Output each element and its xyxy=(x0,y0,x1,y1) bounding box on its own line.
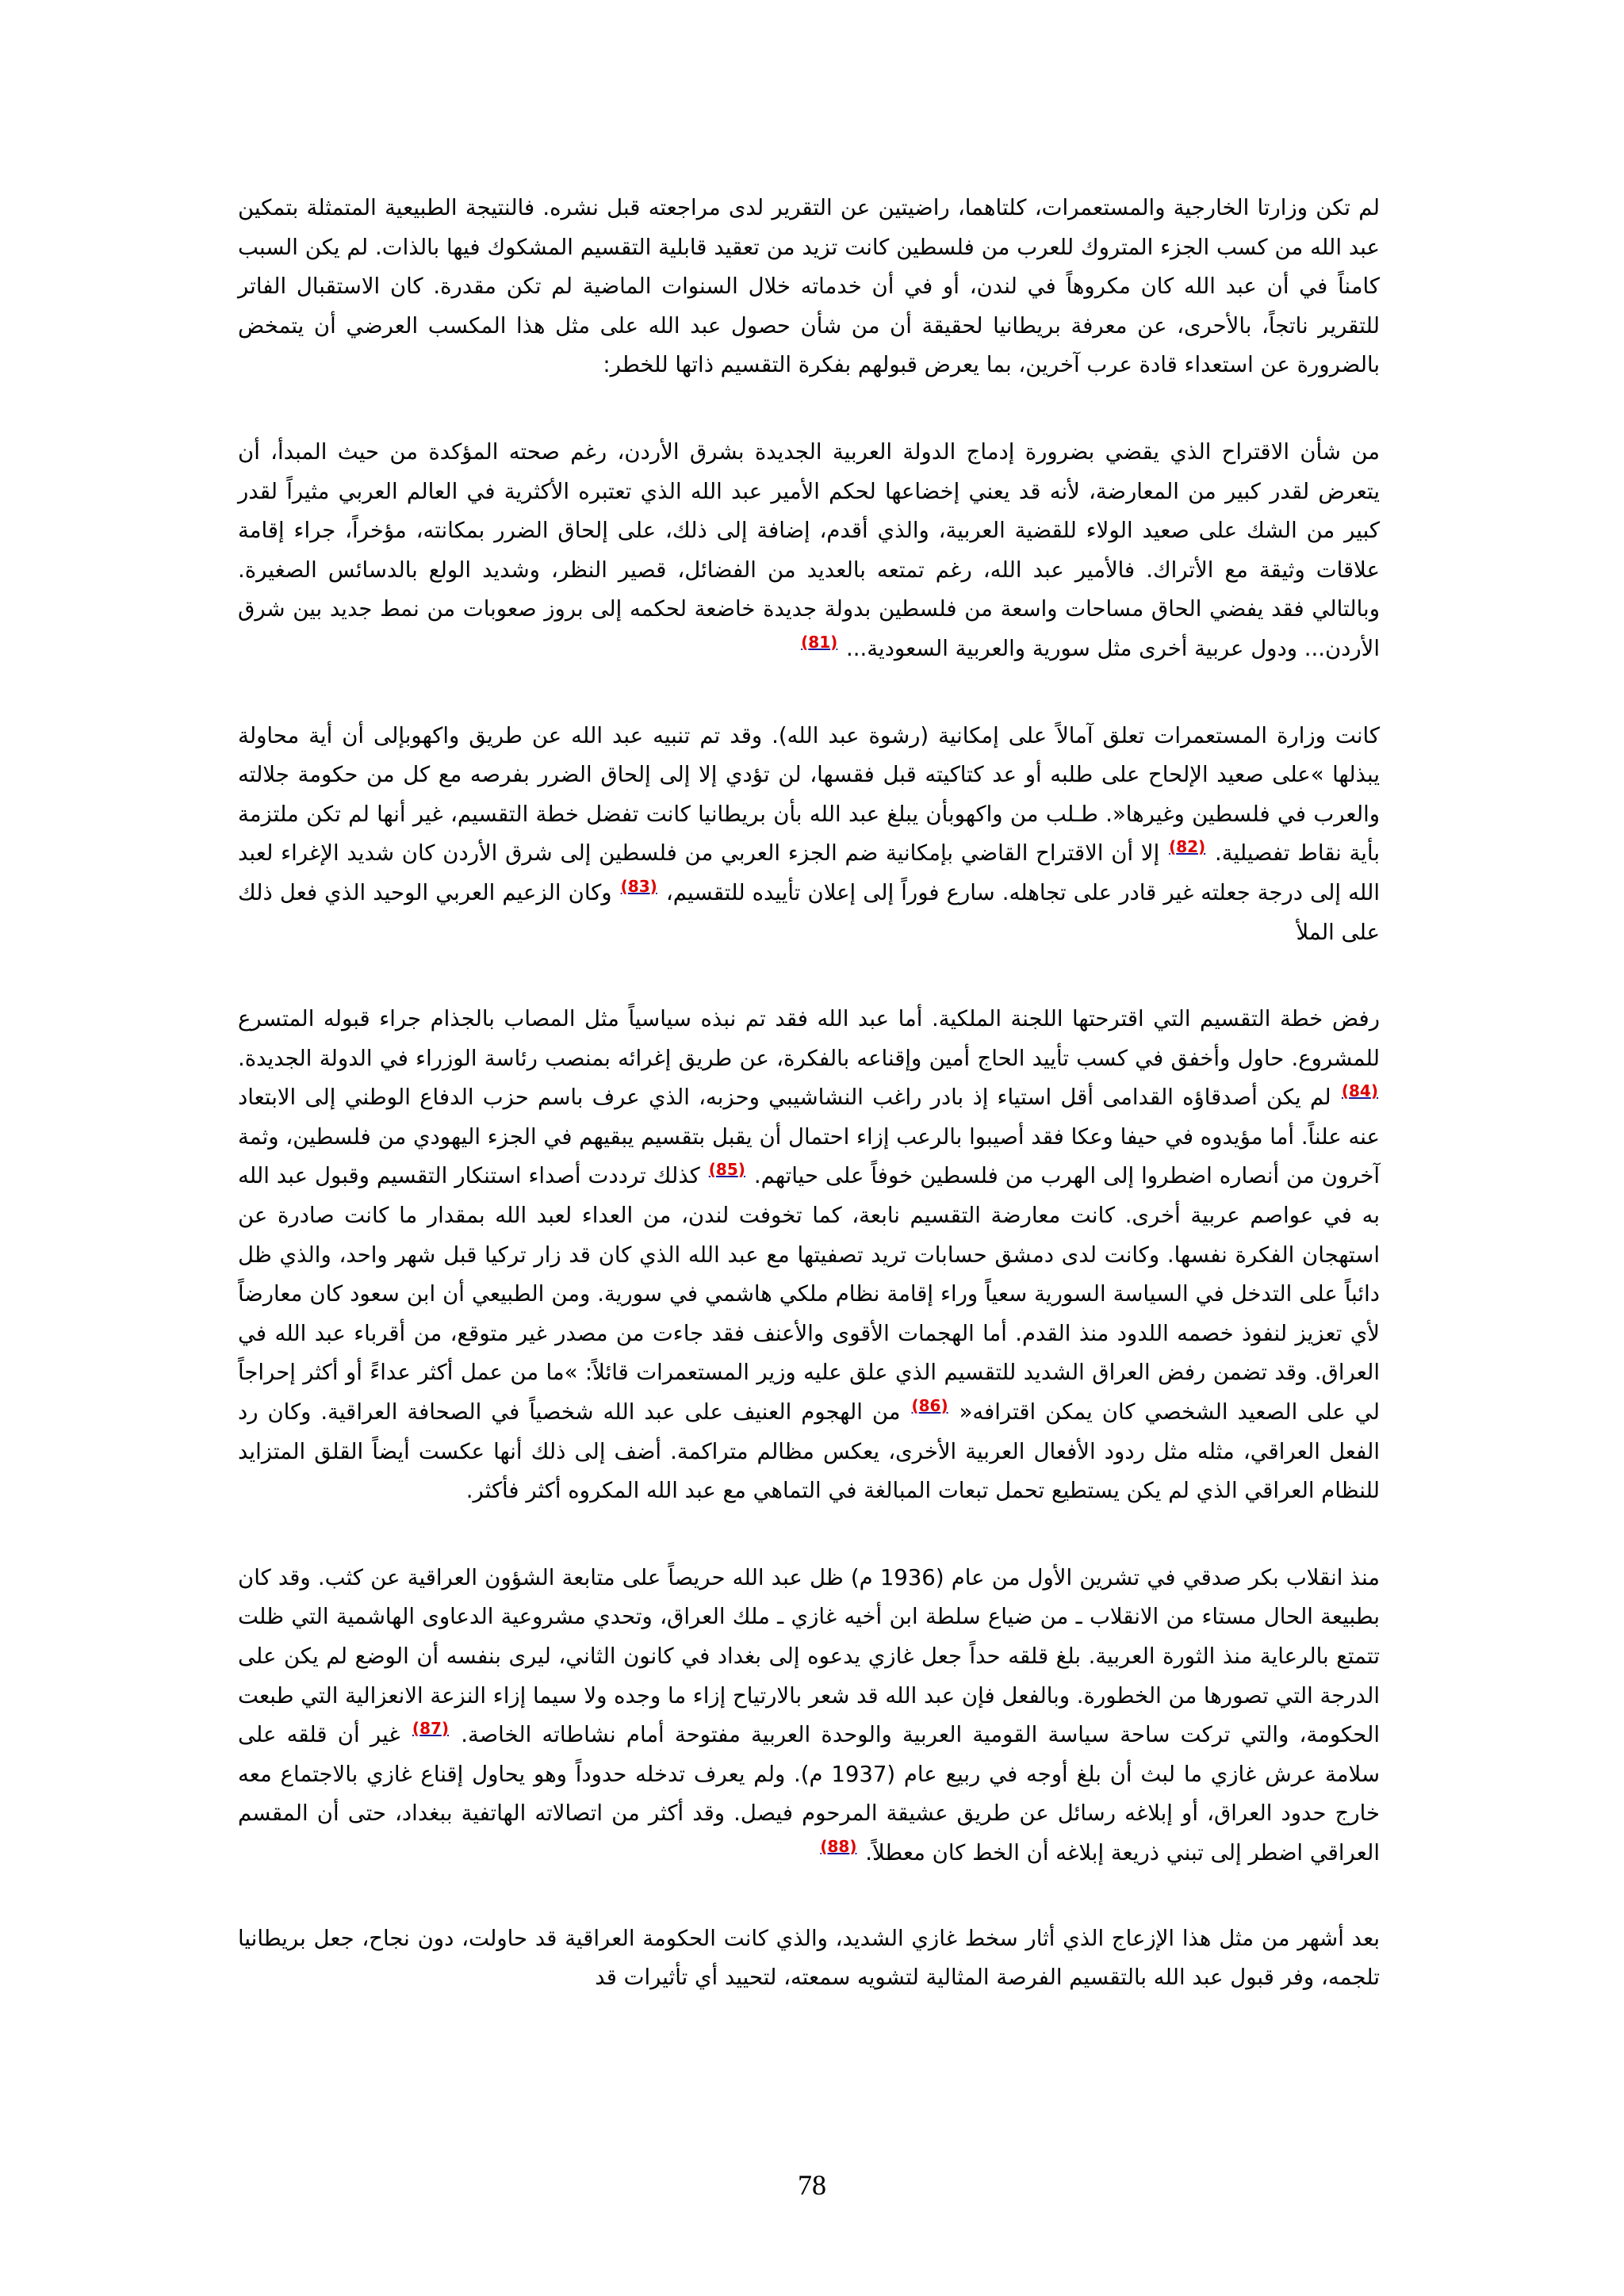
footnote-reference-link[interactable]: (81) xyxy=(801,632,838,652)
paragraph xyxy=(238,717,1380,953)
paragraph-text: من الهجوم العنيف على عبد الله شخصياً في الصحافة العراقية. وكان رد الفعل العراقي، مثله مثل ردود الأفعال العربية الأخرى، يعكس مظالم متراكمة. أضف إلى ذلك أنها عكست أيضاً القلق المتزايد للنظام العراقي الذي لم يكن يستطيع تحمل تبعات المبالغة في التماهي مع عبد الله المكروه أكثر فأكثر. xyxy=(238,1399,1380,1504)
paragraph xyxy=(238,1919,1380,1998)
paragraph-text: رفض خطة التقسيم التي اقترحتها اللجنة الملكية. أما عبد الله فقد تم نبذه سياسياً مثل المصاب بالجذام جراء قبوله المتسرع للمشروع. حاول وأخفق في كسب تأييد الحاج أمين وإقناعه بالفكرة، عن طريق إغرائه بمنصب رئاسة الوزراء في الدولة الجديدة. xyxy=(238,1006,1380,1071)
footnote-reference-link[interactable]: (83) xyxy=(620,876,657,896)
paragraph-text: غير أن قلقه على سلامة عرش غازي ما لبث أن بلغ أوجه في ربيع عام (1937 م). ولم يعرف تدخله حدوداً وهو يحاول إقناع غازي بالاجتماع معه خارج حدود العراق، أو إبلاغه رسائل عن طريق عشيقة المرحوم فيصل. وقد أكثر من اتصالاته الهاتفية ببغداد، حتى أن المقسم العراقي اضطر إلى تبني ذريعة إبلاغه أن الخط كان معطلاً. xyxy=(238,1722,1380,1866)
paragraph xyxy=(238,1000,1380,1511)
paragraph xyxy=(238,433,1380,669)
paragraph-text: إلا أن الاقتراح القاضي بإمكانية ضم الجزء العربي من فلسطين إلى شرق الأردن كان شديد الإغراء لعبد الله إلى درجة جعلته غير قادر على تجاهله. سارع فوراً إلى إعلان تأييده للتقسيم، xyxy=(238,840,1380,905)
paragraph xyxy=(238,1559,1380,1873)
page-number: 78 xyxy=(798,2169,826,2201)
paragraph xyxy=(238,189,1380,385)
footnote-reference-link[interactable]: (88) xyxy=(820,1836,857,1856)
paragraph-text: بعد أشهر من مثل هذا الإزعاج الذي أثار سخط غازي الشديد، والذي كانت الحكومة العراقية قد حاولت، دون نجاح، جعل بريطانيا تلجمه، وفر قبول عبد الله بالتقسيم الفرصة المثالية لتشويه سمعته، لتحييد أي تأثيرات قد xyxy=(238,1925,1380,1991)
paragraph-text: كانت وزارة المستعمرات تعلق آمالاً على إمكانية (رشوة عبد الله). وقد تم تنبيه عبد الله عن طريق واكهوبإلى أن أية محاولة يبذلها »على صعيد الإلحاح على طلبه أو عد كتاكيته قبل فقسها، لن تؤدي إلا إلى إلحاق الضرر بفرصه مع كل من حكومة جلالته والعرب في فلسطين وغيرها«. طـلب من واكهوبأن يبلغ عبد الله بأن بريطانيا كانت تفضل خطة التقسيم، غير أنها لم تكن ملتزمة بأية نقاط تفصيلية. xyxy=(238,722,1380,867)
footnote-reference-link[interactable]: (84) xyxy=(1341,1081,1378,1101)
paragraph-text: لم يكن أصدقاؤه القدامى أقل استياء إذ بادر راغب النشاشيبي وحزبه، الذي عرف باسم حزب الدفاع الوطني إلى الابتعاد عنه علناً. أما مؤيدوه في حيفا وعكا فقد أصيبوا بالرعب إزاء احتمال أن يقبل بتقسيم يبقيهم في الجزء اليهودي من فلسطين، وثمة آخرون من أنصاره اضطروا إلى الهرب من فلسطين خوفاً على حياتهم. xyxy=(238,1085,1380,1189)
paragraph-text: من شأن الاقتراح الذي يقضي بضرورة إدماج الدولة العربية الجديدة بشرق الأردن، رغم صحته المؤكدة من حيث المبدأ، أن يتعرض لقدر كبير من المعارضة، لأنه قد يعني إخضاعها لحكم الأمير عبد الله الذي تعتبره الأكثرية في العالم العربي مثيراً لقدر كبير من الشك على صعيد الولاء للقضية العربية، والذي أقدم، إضافة إلى ذلك، على إلحاق الضرر بمكانته، مؤخراً، جراء إقامة علاقات وثيقة مع الأتراك. فالأمير عبد الله، رغم تمتعه بالعديد من الفضائل، قصير النظر، وشديد الولع بالدسائس الصغيرة. وبالتالي فقد يفضي الحاق مساحات واسعة من فلسطين بدولة جديدة خاضعة لحكمه إلى بروز صعوبات من نمط جديد بين شرق الأردن... ودول عربية أخرى مثل سورية والعربية السعودية... xyxy=(238,438,1380,661)
paragraph-text: لم تكن وزارتا الخارجية والمستعمرات، كلتاهما، راضيتين عن التقرير لدى مراجعته قبل نشره. فالنتيجة الطبيعية المتمثلة بتمكين عبد الله من كسب الجزء المتروك للعرب من فلسطين كانت تزيد من تعقيد قابلية التقسيم المشكوك فيها بالذات. لم يكن السبب كامناً في أن عبد الله كان مكروهاً في لندن، أو في أن خدماته خلال السنوات الماضية لم تكن مقدرة. كان الاستقبال الفاتر للتقرير ناتجاً، بالأحرى، عن معرفة بريطانيا لحقيقة أن من شأن حصول عبد الله على مثل هذا المكسب العرضي أن يتمخض بالضرورة عن استعداء قادة عرب آخرين، بما يعرض قبولهم بفكرة التقسيم ذاتها للخطر: xyxy=(238,195,1380,378)
page-body xyxy=(238,189,1380,1998)
paragraph-text: كذلك ترددت أصداء استنكار التقسيم وقبول عبد الله به في عواصم عربية أخرى. كانت معارضة التقسيم نابعة، كما تخوفت لندن، من العداء لعبد الله بمقدار ما كانت صادرة عن استهجان الفكرة نفسها. وكانت لدى دمشق حسابات تريد تصفيتها مع عبد الله الذي كان قد زار تركيا قبل شهر واحد، والذي ظل دائباً على التدخل في السياسة السورية سعياً وراء إقامة نظام ملكي هاشمي في سورية. ومن الطبيعي أن ابن سعود كان معارضاً لأي تعزيز لنفوذ خصمه اللدود منذ القدم. أما الهجمات الأقوى والأعنف فقد جاءت من مصدر غير متوقع، من أقرباء عبد الله في العراق. وقد تضمن رفض العراق الشديد للتقسيم الذي علق عليه وزير المستعمرات قائلاً: »ما من عمل أكثر عداءً أو أكثر إحراجاً لي على الصعيد الشخصي كان يمكن اقترافه« xyxy=(238,1163,1380,1425)
footnote-reference-link[interactable]: (87) xyxy=(412,1719,450,1739)
paragraph-text: وكان الزعيم العربي الوحيد الذي فعل ذلك على الملأ xyxy=(238,879,1380,945)
footnote-reference-link[interactable]: (85) xyxy=(708,1160,745,1180)
footnote-reference-link[interactable]: (82) xyxy=(1169,837,1206,857)
footnote-reference-link[interactable]: (86) xyxy=(911,1395,948,1415)
paragraph-text: منذ انقلاب بكر صدقي في تشرين الأول من عام (1936 م) ظل عبد الله حريصاً على متابعة الشؤون العراقية عن كثب. وقد كان بطبيعة الحال مستاء من الانقلاب ـ من ضياع سلطة ابن أخيه غازي ـ ملك العراق، وتحدي مشروعية الدعاوى الهاشمية التي ظلت تتمتع بالرعاية منذ الثورة العربية. بلغ قلقه حداً جعل غازي يدعوه إلى بغداد في كانون الثاني، ليرى بنفسه أن الوضع لم يكن على الدرجة التي تصورها من الخطورة. وبالفعل فإن عبد الله قد شعر بالارتياح إزاء ما وجده ولا سيما إزاء النزعة الانعزالية التي طبعت الحكومة، والتي تركت ساحة سياسة القومية العربية والوحدة العربية مفتوحة أمام نشاطاته الخاصة. xyxy=(238,1564,1381,1748)
